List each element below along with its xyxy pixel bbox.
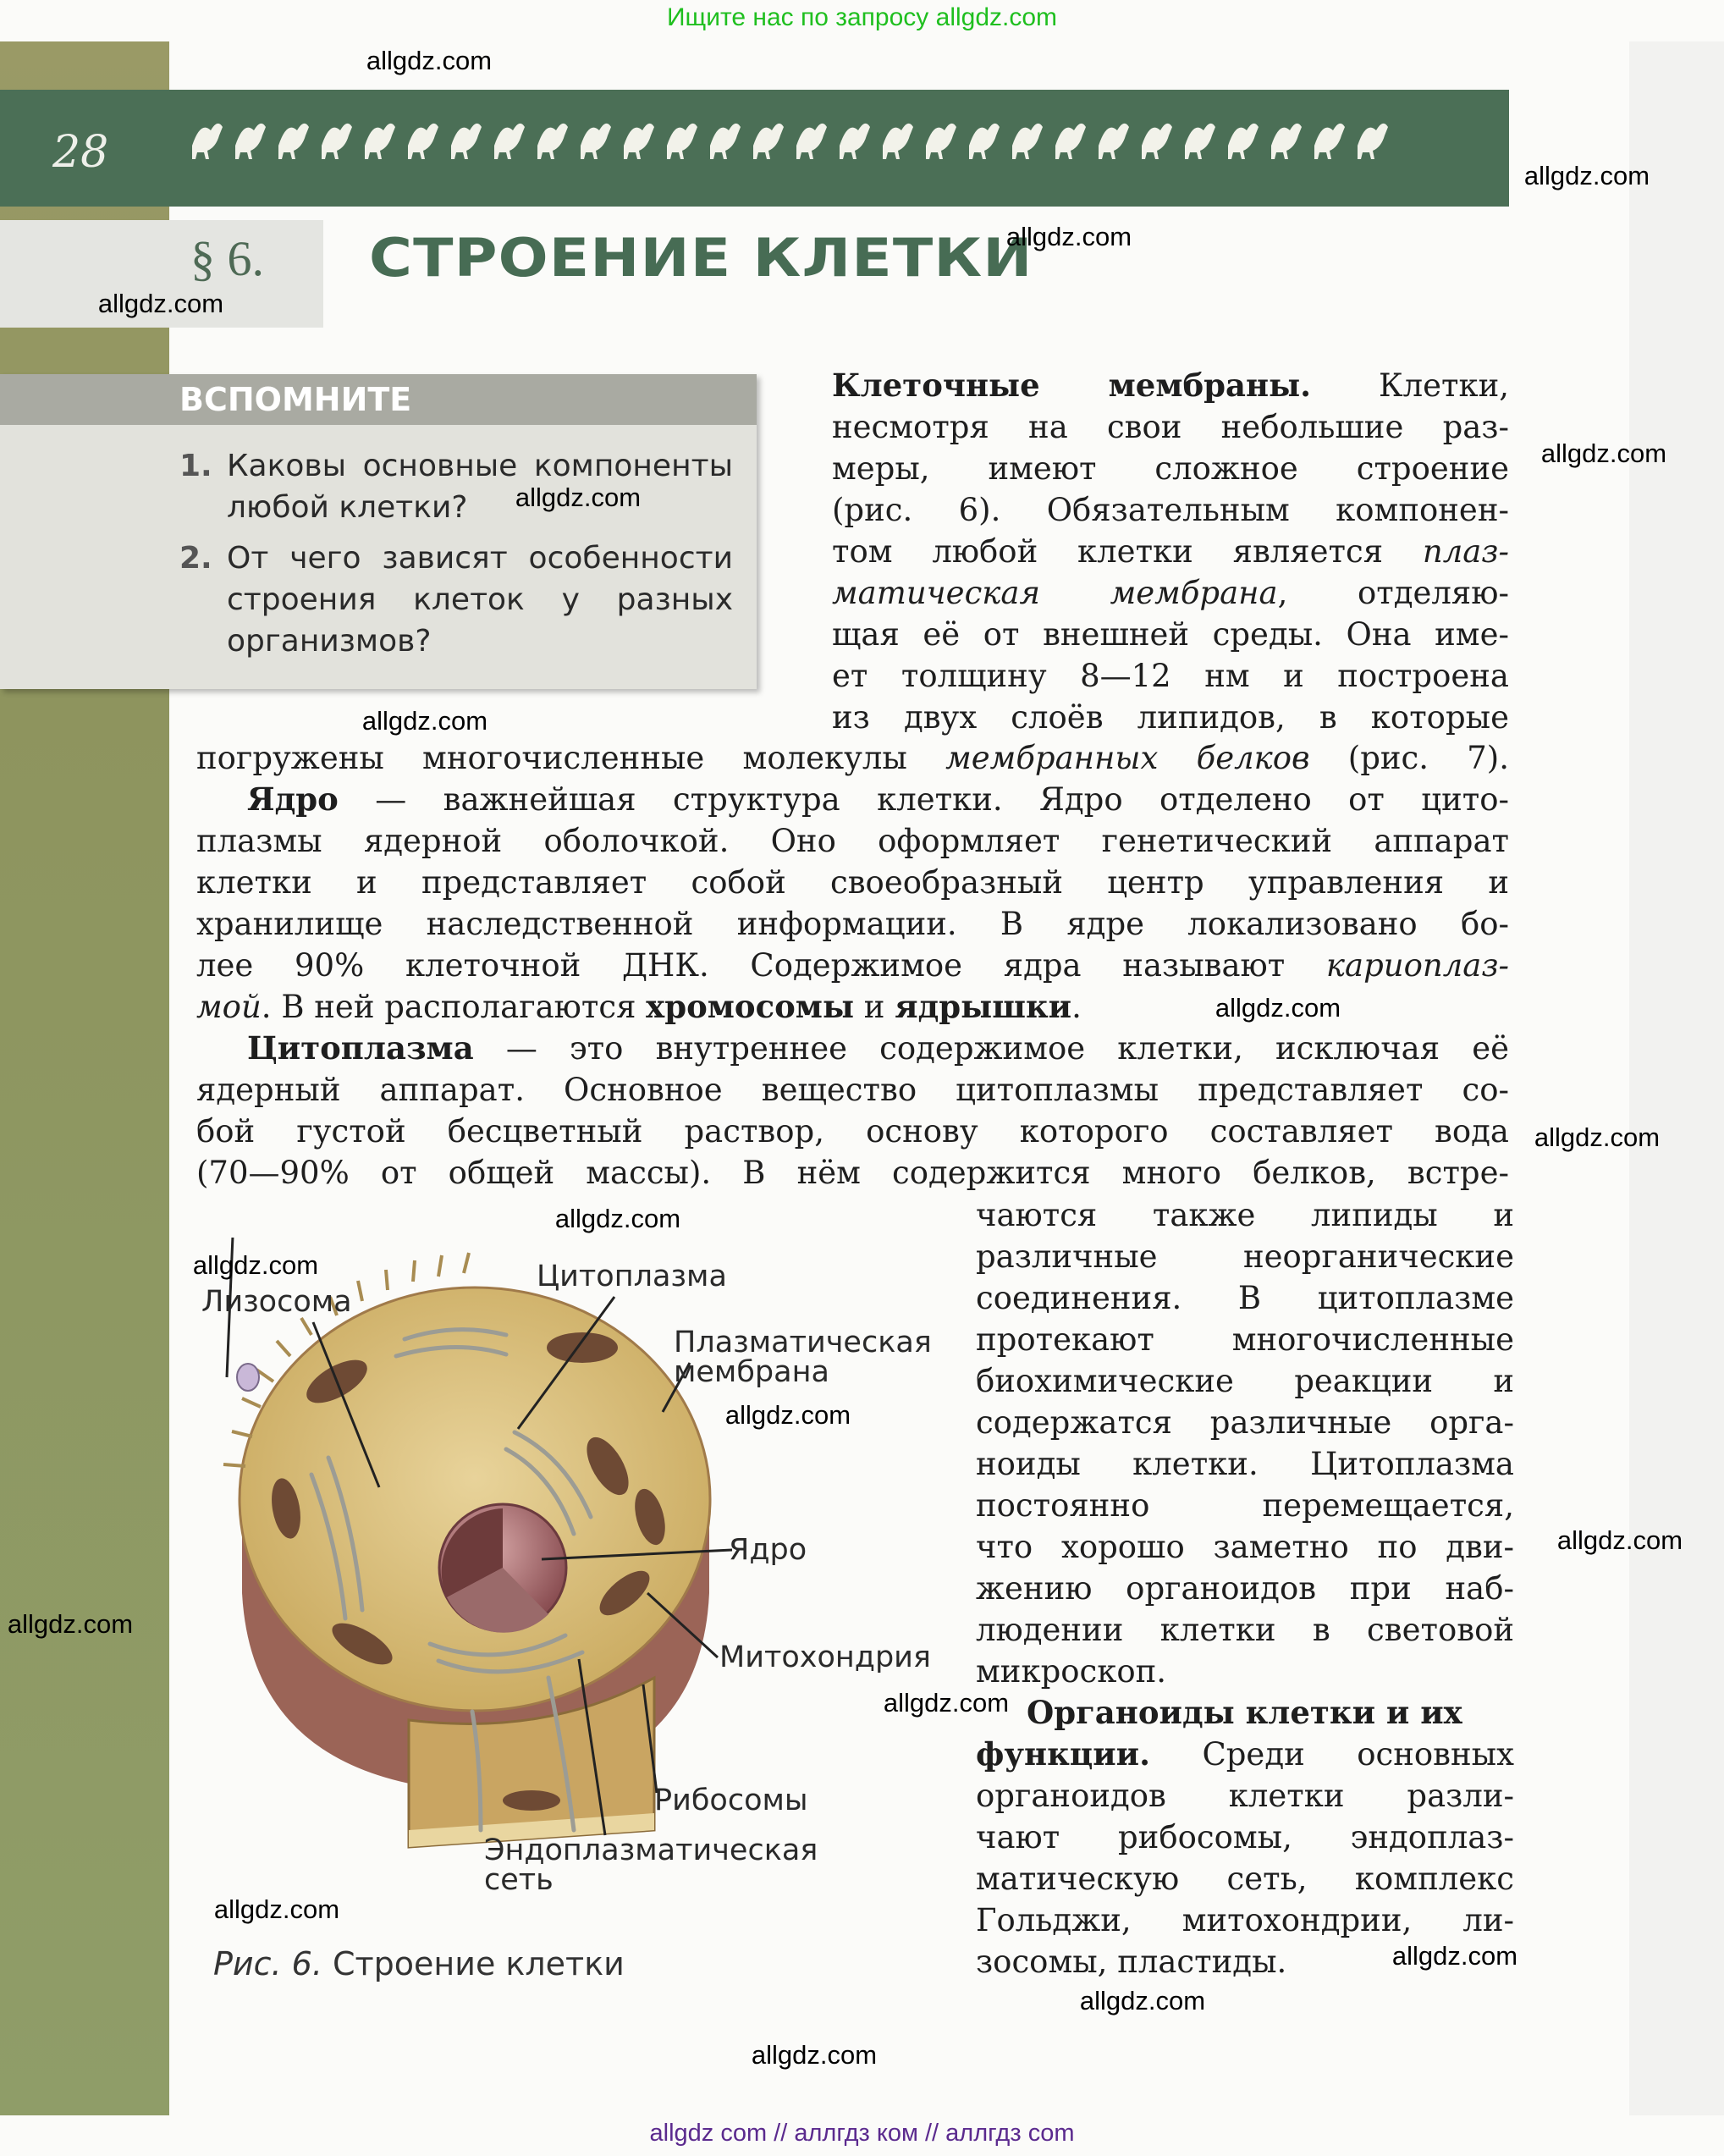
bold-term: Ядро — [247, 780, 339, 818]
watermark[interactable]: allgdz.com — [1215, 993, 1341, 1023]
text-line — [196, 862, 1509, 903]
italic-term: мой — [196, 989, 262, 1025]
text-segment: жению органоидов при наб- — [976, 1570, 1514, 1607]
page-title: СТРОЕНИЕ КЛЕТКИ — [369, 227, 1033, 289]
watermark[interactable]: allgdz.com — [1534, 1122, 1661, 1152]
label-er: Эндоплазматическая — [484, 1833, 818, 1867]
text-segment: бой густой бесцветный раствор, основу которого составляет вода — [196, 1113, 1509, 1150]
question-number: 1. — [179, 449, 212, 483]
text-segment: чаются также липиды и — [976, 1197, 1514, 1233]
recall-title: ВСПОМНИТЕ — [179, 381, 412, 418]
bold-term: функции. — [976, 1735, 1150, 1773]
text-segment: , отделяю- — [1277, 575, 1509, 611]
text-line — [196, 903, 1509, 945]
text-line — [832, 697, 1509, 738]
watermark[interactable]: allgdz.com — [213, 1894, 340, 1924]
page-edge — [1629, 41, 1724, 2115]
text-line — [832, 406, 1509, 448]
animal-silhouette-icon — [1055, 124, 1086, 159]
text-segment: матическую сеть, комплекс — [976, 1861, 1514, 1897]
text-segment: клетки и представляет собой своеобразный центр управления и — [196, 864, 1509, 901]
watermark[interactable]: allgdz.com — [97, 289, 224, 318]
text-line — [976, 1485, 1514, 1526]
text-line — [976, 1568, 1514, 1609]
animal-silhouette-icon — [883, 124, 913, 159]
text-line — [196, 1069, 1509, 1111]
caption-prefix: Рис. 6. — [213, 1945, 322, 1982]
animal-silhouettes-decoration — [182, 103, 1451, 171]
label-membrane: мембрана — [674, 1355, 829, 1389]
text-full-width — [196, 737, 1509, 1194]
bold-term: Цитоплазма — [247, 1029, 474, 1067]
text-segment: микроскоп. — [976, 1653, 1167, 1690]
animal-silhouette-icon — [1228, 124, 1259, 159]
text-line — [976, 1775, 1514, 1817]
recall-box — [0, 374, 757, 689]
top-search-banner[interactable]: Ищите нас по запросу allgdz.com — [666, 3, 1058, 31]
bold-term: Клеточные мембраны. — [832, 367, 1312, 404]
animal-silhouette-icon — [537, 124, 568, 159]
bold-term: хромосомы — [646, 988, 855, 1025]
text-line — [976, 1817, 1514, 1858]
watermark[interactable]: allgdz.com — [1556, 1525, 1683, 1555]
text-segment: ядерный аппарат. Основное вещество цитоплазмы представляет со- — [196, 1072, 1509, 1108]
italic-term: кариоплаз- — [1325, 947, 1509, 984]
watermark[interactable]: allgdz.com — [366, 46, 493, 75]
italic-term: матическая мембрана — [832, 575, 1278, 611]
text-line — [976, 1319, 1514, 1360]
text-segment: хранилище наследственной информации. В ядре локализовано бо- — [196, 906, 1509, 942]
text-segment: различные неорганические — [976, 1238, 1514, 1275]
text-line — [832, 365, 1509, 406]
text-segment: — это внутреннее содержимое клетки, исключая её — [473, 1030, 1509, 1067]
animal-silhouette-icon — [408, 124, 438, 159]
text-line — [196, 1152, 1509, 1194]
question-text: организмов? — [227, 624, 432, 659]
text-segment: — важнейшая структура клетки. Ядро отделено от цито- — [338, 781, 1509, 818]
caption-text: Строение клетки — [333, 1945, 625, 1982]
animal-silhouette-icon — [581, 124, 611, 159]
animal-silhouette-icon — [710, 124, 741, 159]
question-number: 2. — [179, 541, 212, 576]
watermark[interactable]: allgdz.com — [554, 1204, 681, 1233]
animal-silhouette-icon — [753, 124, 784, 159]
text-line — [976, 1858, 1514, 1900]
text-segment: погружены многочисленные молекулы — [196, 740, 946, 776]
watermark[interactable]: allgdz.com — [515, 482, 642, 512]
text-segment: содержатся различные орга- — [976, 1404, 1514, 1441]
question-text: Каковы основные компоненты — [227, 449, 733, 483]
text-segment: меры, имеют сложное строение — [832, 450, 1509, 487]
text-line — [196, 945, 1509, 986]
label-ribosomes: Рибосомы — [654, 1784, 808, 1817]
text-line — [976, 1443, 1514, 1485]
text-line — [976, 1734, 1514, 1775]
watermark[interactable]: allgdz.com — [7, 1609, 134, 1639]
animal-silhouette-icon — [365, 124, 395, 159]
text-line — [832, 448, 1509, 489]
bold-term: ядрышки — [895, 988, 1072, 1025]
text-line — [976, 1651, 1514, 1692]
text-line — [832, 531, 1509, 572]
page-number: 28 — [52, 127, 109, 178]
text-segment: из двух слоёв липидов, в которые — [832, 699, 1509, 736]
watermark[interactable]: allgdz.com — [361, 706, 488, 736]
text-line — [976, 1194, 1514, 1236]
text-segment: ет толщину 8—12 нм и построена — [832, 658, 1509, 694]
animal-silhouette-icon — [969, 124, 1000, 159]
label-lysosome: Лизосома — [201, 1285, 352, 1319]
watermark[interactable]: allgdz.com — [724, 1400, 851, 1430]
label-cytoplasm: Цитоплазма — [537, 1260, 727, 1293]
figure-caption — [213, 1945, 625, 1982]
text-line — [976, 1609, 1514, 1651]
text-line — [976, 1360, 1514, 1402]
text-column-bottom — [976, 1194, 1514, 1982]
animal-silhouette-icon — [1099, 124, 1129, 159]
text-segment: что хорошо заметно по дви- — [976, 1529, 1514, 1565]
question-text: От чего зависят особенности — [227, 541, 733, 576]
text-line — [832, 489, 1509, 531]
text-line — [832, 614, 1509, 655]
text-column-top — [832, 365, 1509, 738]
animal-silhouette-icon — [796, 124, 827, 159]
left-margin-strip — [0, 41, 169, 2115]
animal-silhouette-icon — [1314, 124, 1345, 159]
text-segment: Гольджи, митохондрии, ли- — [976, 1902, 1514, 1938]
bold-term: Органоиды клетки и их — [1027, 1694, 1462, 1731]
animal-silhouette-icon — [926, 124, 956, 159]
text-segment: соединения. В цитоплазме — [976, 1280, 1514, 1316]
text-line — [196, 1028, 1509, 1069]
watermark[interactable]: allgdz.com — [751, 2040, 878, 2070]
text-segment: (рис. 7). — [1309, 740, 1509, 776]
text-line — [196, 779, 1509, 820]
label-nucleus: Ядро — [729, 1533, 807, 1567]
label-er: сеть — [484, 1863, 554, 1897]
animal-silhouette-icon — [1142, 124, 1172, 159]
animal-silhouette-icon — [451, 124, 482, 159]
text-segment: щая её от внешней среды. Она име- — [832, 616, 1509, 653]
italic-term: мембранных белков — [945, 740, 1310, 776]
text-line — [832, 655, 1509, 697]
text-segment: протекают многочисленные — [976, 1321, 1514, 1358]
text-segment: . В ней располагаются — [261, 989, 647, 1025]
animal-silhouette-icon — [1185, 124, 1215, 159]
animal-silhouette-icon — [1012, 124, 1043, 159]
text-line — [196, 1111, 1509, 1152]
question-text: любой клетки? — [227, 490, 468, 525]
text-line — [976, 1402, 1514, 1443]
watermark[interactable]: allgdz.com — [192, 1250, 319, 1280]
animal-silhouette-icon — [494, 124, 525, 159]
animal-silhouette-icon — [667, 124, 697, 159]
animal-silhouette-icon — [235, 124, 266, 159]
text-line — [976, 1900, 1514, 1941]
label-mitochondria: Митохондрия — [719, 1640, 931, 1674]
text-line — [976, 1692, 1514, 1734]
text-segment: ноиды клетки. Цитоплазма — [976, 1446, 1514, 1482]
watermark[interactable]: allgdz.com — [1005, 222, 1132, 251]
text-line — [196, 820, 1509, 862]
animal-silhouette-icon — [1271, 124, 1302, 159]
text-segment: Клетки, — [1311, 367, 1509, 404]
watermark[interactable]: allgdz.com — [1540, 438, 1667, 468]
text-segment: чают рибосомы, эндоплаз- — [976, 1819, 1514, 1855]
question-text: строения клеток у разных — [227, 582, 733, 617]
text-segment: (70—90% от общей массы). В нём содержится много белков, встре- — [196, 1155, 1509, 1191]
text-segment: Среди основных — [1149, 1736, 1514, 1773]
text-segment: несмотря на свои небольшие раз- — [832, 409, 1509, 445]
text-line — [976, 1277, 1514, 1319]
text-segment: плазмы ядерной оболочкой. Оно оформляет генетический аппарат — [196, 823, 1509, 859]
animal-silhouette-icon — [624, 124, 654, 159]
text-segment: том любой клетки является — [832, 533, 1423, 570]
text-segment: зосомы, пластиды. — [976, 1944, 1287, 1980]
text-segment: . — [1071, 989, 1082, 1025]
animal-silhouette-icon — [192, 124, 223, 159]
text-segment: и — [854, 989, 895, 1025]
animal-silhouette-icon — [322, 124, 352, 159]
animal-silhouette-icon — [1358, 124, 1388, 159]
watermark[interactable]: allgdz.com — [1391, 1941, 1518, 1971]
text-line — [832, 572, 1509, 614]
watermark[interactable]: allgdz.com — [1079, 1986, 1206, 2015]
text-line — [976, 1236, 1514, 1277]
text-segment: людении клетки в световой — [976, 1612, 1514, 1648]
text-segment: органоидов клетки разли- — [976, 1778, 1514, 1814]
text-line — [196, 737, 1509, 779]
watermark[interactable]: allgdz.com — [883, 1688, 1010, 1718]
italic-term: плаз- — [1422, 533, 1509, 570]
watermark[interactable]: allgdz.com — [1523, 161, 1650, 190]
animal-silhouette-icon — [278, 124, 309, 159]
section-number: § 6. — [190, 231, 264, 286]
text-segment: постоянно перемещается, — [976, 1487, 1514, 1524]
lysosome — [237, 1364, 259, 1391]
text-segment: (рис. 6). Обязательным компонен- — [832, 492, 1509, 528]
text-line — [976, 1526, 1514, 1568]
text-segment: лее 90% клеточной ДНК. Содержимое ядра называют — [196, 947, 1326, 984]
animal-silhouette-icon — [840, 124, 870, 159]
label-membrane: Плазматическая — [674, 1326, 932, 1359]
bottom-site-links[interactable]: allgdz com // аллгдз ком // аллгдз com — [649, 2120, 1075, 2147]
text-segment: биохимические реакции и — [976, 1363, 1514, 1399]
